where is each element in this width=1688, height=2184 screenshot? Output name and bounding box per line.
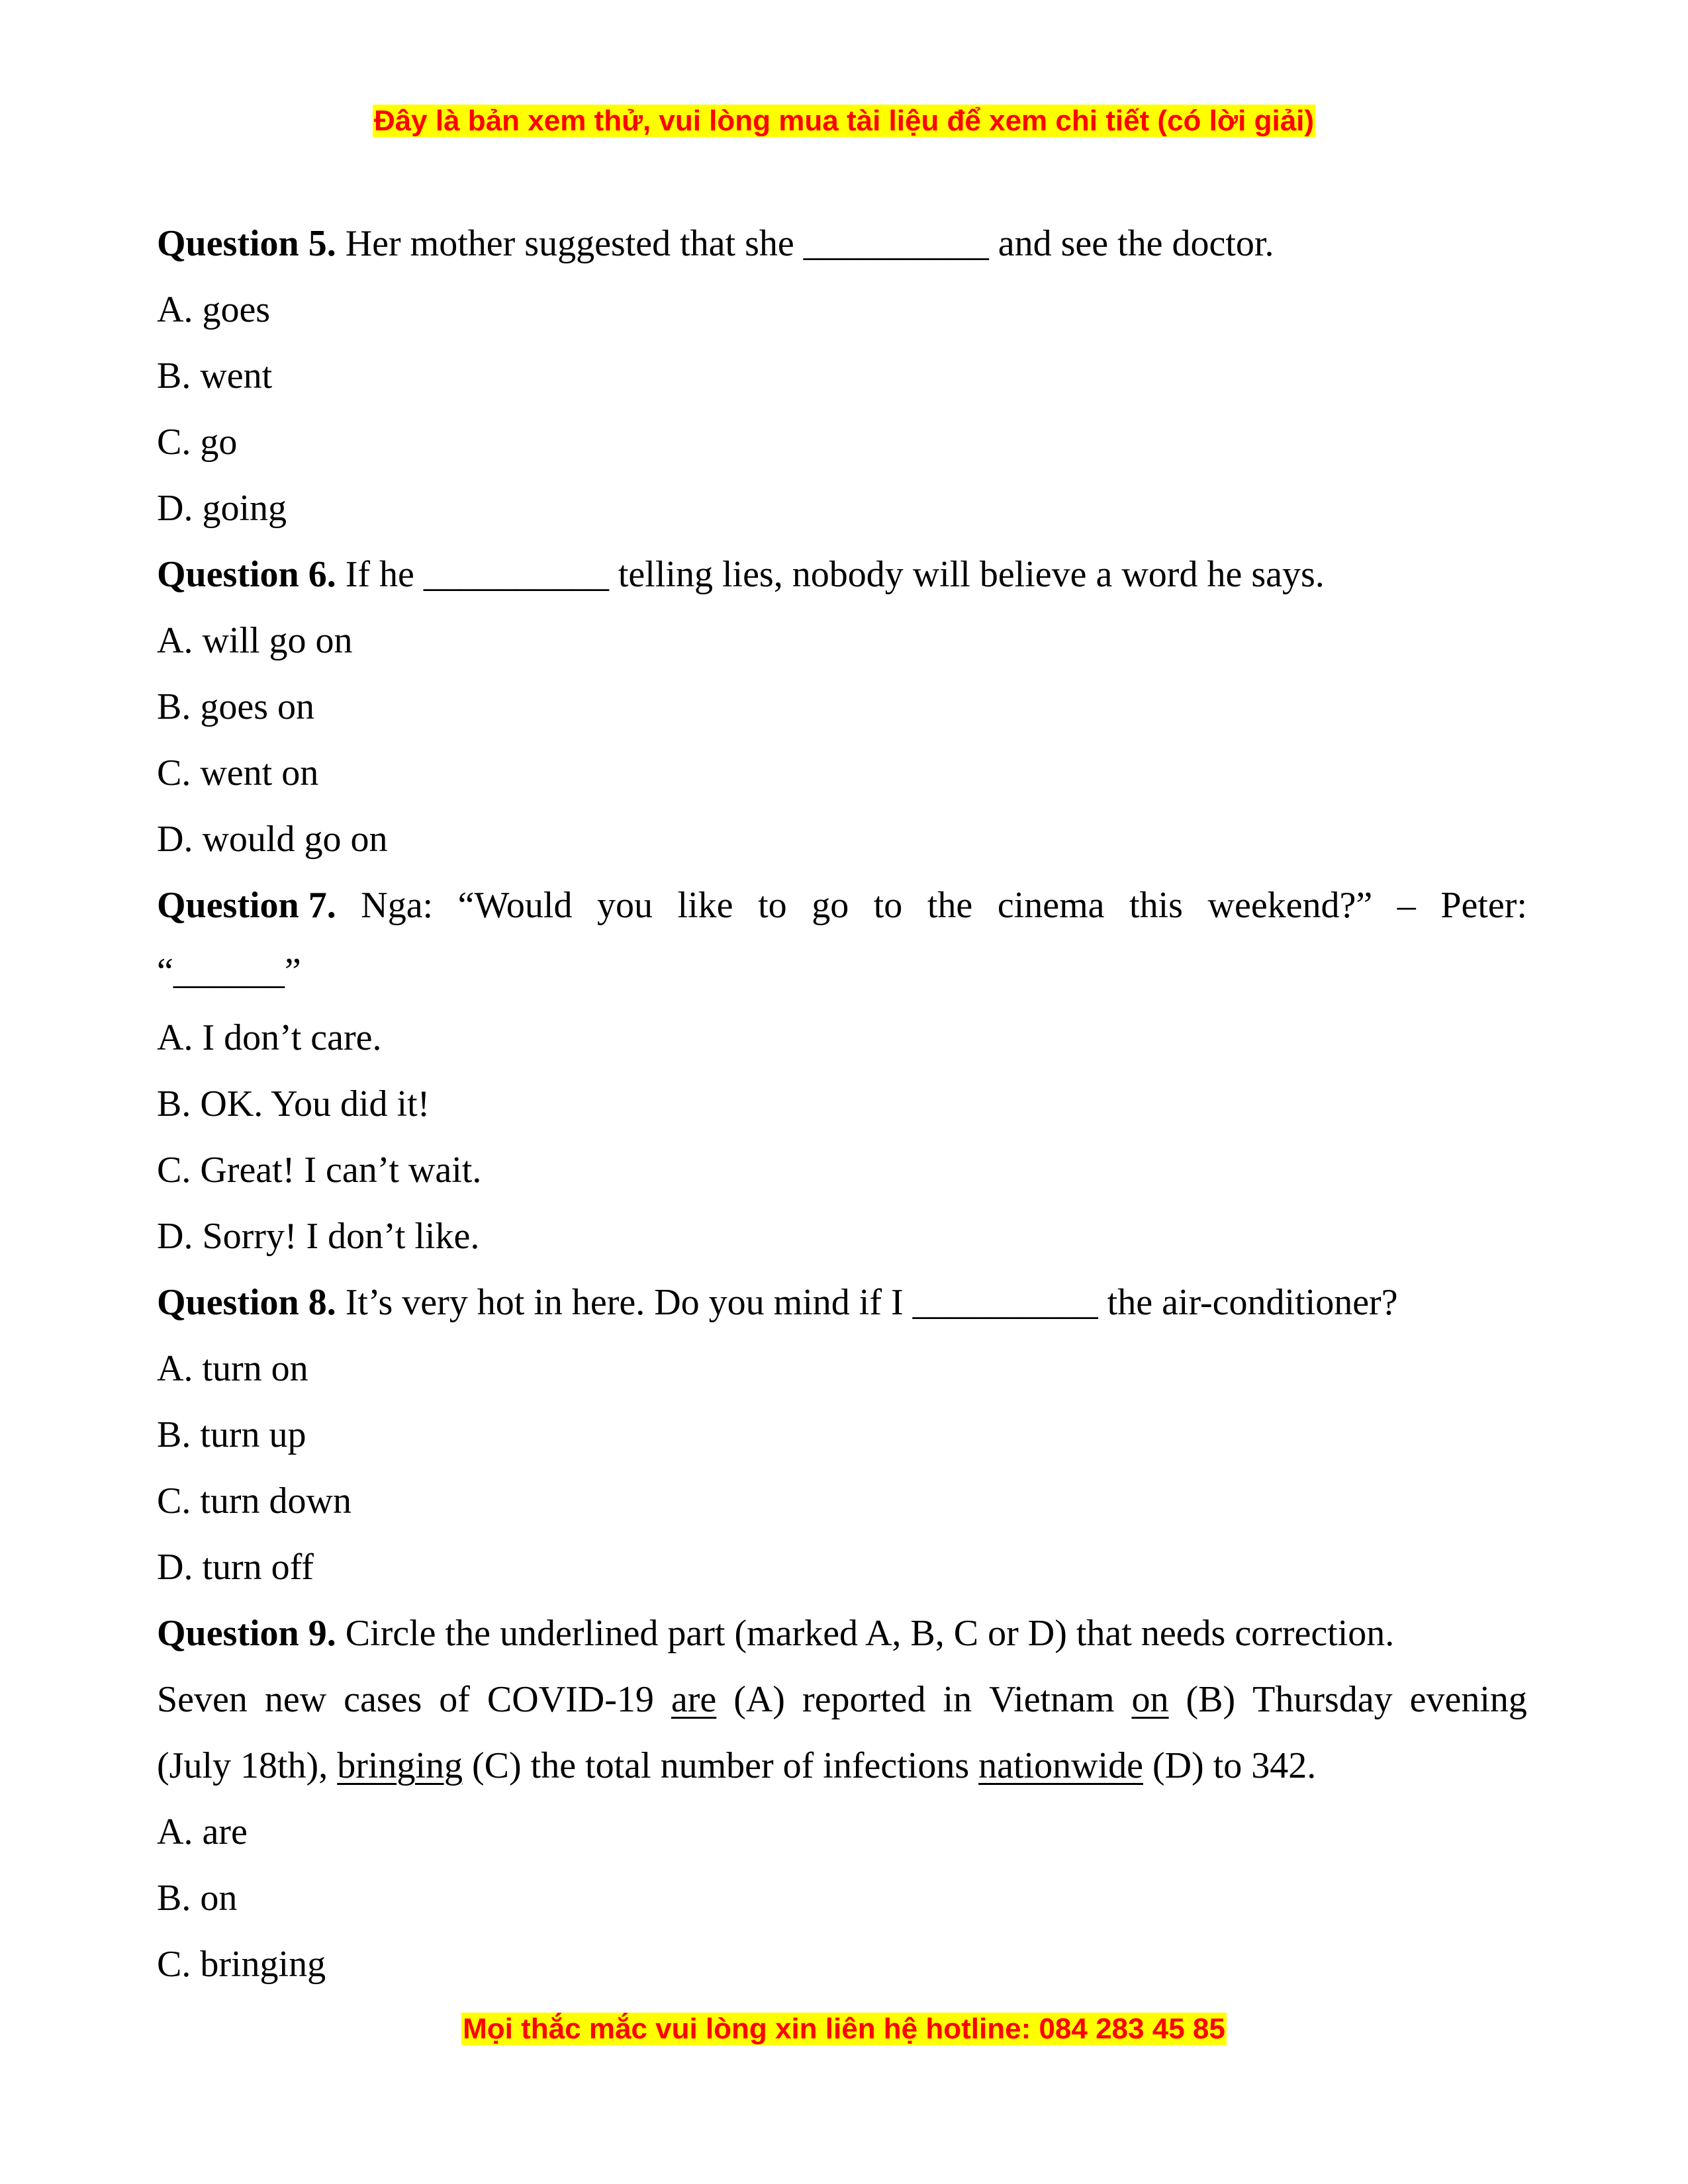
question-8-option-b: B. turn up [157, 1414, 306, 1455]
question-9-sentence-line-1 [157, 1666, 1527, 1733]
question-9-label: Question 9. [157, 1613, 336, 1654]
sentence-fragment: (July 18th), [157, 1745, 338, 1786]
question-5-text: Her mother suggested that she __________ and see the doctor. [336, 223, 1274, 264]
question-9-option-c: C. bringing [157, 1944, 326, 1985]
preview-notice-text: Đây là bản xem thử, vui lòng mua tài liệu để xem chi tiết (có lời giải) [373, 105, 1315, 137]
question-7-word: like [677, 885, 733, 926]
sentence-word: (A) [733, 1679, 785, 1720]
sentence-word: new [264, 1679, 327, 1720]
question-7-option-d: D. Sorry! I don’t like. [157, 1216, 480, 1257]
question-7-blank-line: “______” [157, 951, 301, 992]
question-7-word: you [597, 885, 653, 926]
question-7-word: cinema [997, 885, 1105, 926]
document-body [157, 210, 1527, 1997]
sentence-word: cases [344, 1679, 422, 1720]
question-5-label: Question 5. [157, 223, 336, 264]
question-7-label: Question 7. [157, 885, 336, 926]
question-7-option-c: C. Great! I can’t wait. [157, 1150, 482, 1191]
question-5-option-a: A. goes [157, 289, 271, 330]
underlined-part-c: bringing [337, 1745, 463, 1786]
question-7-word: “Would [457, 885, 573, 926]
preview-notice-banner [0, 101, 1688, 142]
question-7-word: to [758, 885, 787, 926]
question-7-option-a: A. I don’t care. [157, 1017, 382, 1058]
sentence-word: of [439, 1679, 470, 1720]
sentence-word: Thursday [1252, 1679, 1393, 1720]
sentence-fragment: (D) to 342. [1143, 1745, 1317, 1786]
question-7-option-b: B. OK. You did it! [157, 1083, 430, 1124]
question-8-option-a: A. turn on [157, 1348, 308, 1389]
question-7-word: Nga: [361, 885, 434, 926]
question-8-label: Question 8. [157, 1282, 336, 1323]
question-8-option-c: C. turn down [157, 1480, 352, 1522]
question-6-option-d: D. would go on [157, 819, 388, 860]
sentence-word: (B) [1186, 1679, 1236, 1720]
question-6-option-a: A. will go on [157, 620, 353, 661]
question-5-option-d: D. going [157, 488, 287, 529]
sentence-word: COVID-19 [487, 1679, 654, 1720]
question-7-word: this [1129, 885, 1183, 926]
question-5-option-c: C. go [157, 422, 238, 463]
question-6-option-c: C. went on [157, 752, 319, 794]
question-8-text: It’s very hot in here. Do you mind if I __________ the air-conditioner? [336, 1282, 1398, 1323]
sentence-word: reported [802, 1679, 926, 1720]
question-8-option-d: D. turn off [157, 1547, 314, 1588]
question-9-option-b: B. on [157, 1878, 238, 1919]
question-7-word: Peter: [1440, 885, 1527, 926]
hotline-banner [0, 2009, 1688, 2050]
underlined-part-a: are [671, 1679, 717, 1720]
question-9-option-a: A. are [157, 1811, 248, 1852]
question-6 [157, 541, 1527, 608]
question-9-text: Circle the underlined part (marked A, B, C or D) that needs correction. [336, 1613, 1395, 1654]
question-5-option-b: B. went [157, 355, 273, 396]
question-7-word: weekend?” [1207, 885, 1373, 926]
question-9 [157, 1600, 1527, 1666]
underlined-part-d: nationwide [978, 1745, 1143, 1786]
sentence-word: in [943, 1679, 972, 1720]
sentence-word: Vietnam [989, 1679, 1115, 1720]
sentence-word: Seven [157, 1679, 248, 1720]
question-7-word: to [873, 885, 903, 926]
hotline-text: Mọi thắc mắc vui lòng xin liên hệ hotline: 084 283 45 85 [463, 2013, 1225, 2045]
question-7 [157, 872, 1527, 938]
question-6-label: Question 6. [157, 554, 336, 595]
question-9-sentence-line-2 [157, 1733, 1527, 1799]
question-7-word: the [927, 885, 973, 926]
question-7-word: go [812, 885, 849, 926]
question-6-option-b: B. goes on [157, 686, 314, 727]
sentence-fragment: (C) the total number of infections [462, 1745, 979, 1786]
question-7-word: – [1397, 885, 1416, 926]
underlined-part-b: on [1131, 1679, 1169, 1720]
sentence-word: evening [1409, 1679, 1527, 1720]
question-6-text: If he __________ telling lies, nobody will believe a word he says. [336, 554, 1325, 595]
question-5 [157, 210, 1527, 277]
question-8 [157, 1269, 1527, 1336]
